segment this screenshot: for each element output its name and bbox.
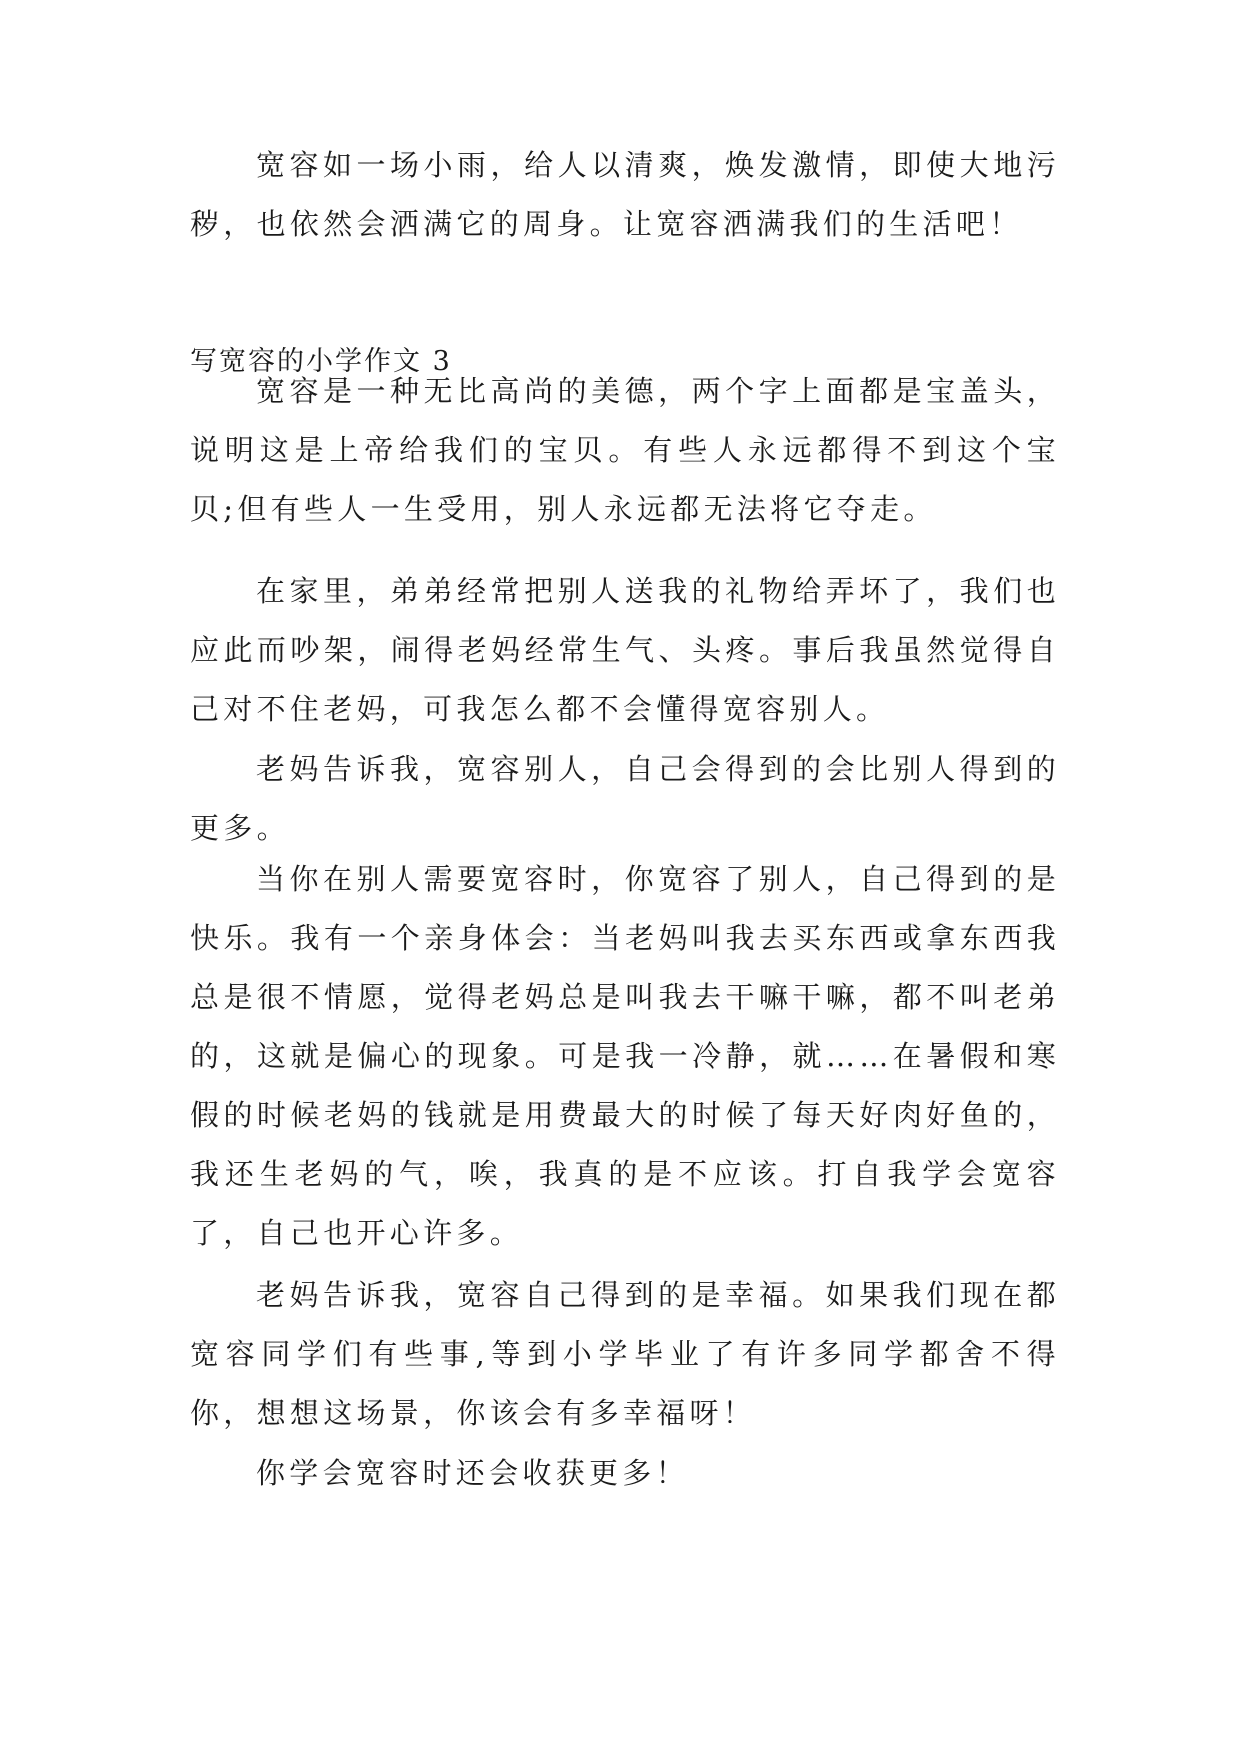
body-paragraph-2: 在家里，弟弟经常把别人送我的礼物给弄坏了，我们也应此而吵架，闹得老妈经常生气、头疼。事后我虽然觉得自己对不住老妈，可我怎么都不会懂得宽容别人。 — [190, 574, 1060, 726]
body-paragraph-3: 老妈告诉我，宽容别人，自己会得到的会比别人得到的更多。 — [190, 752, 1060, 845]
body-paragraph-5: 老妈告诉我，宽容自己得到的是幸福。如果我们现在都宽容同学们有些事,等到小学毕业了有许多同学都舍不得你，想想这场景，你该会有多幸福呀！ — [190, 1278, 1060, 1430]
body-paragraph-4: 当你在别人需要宽容时，你宽容了别人，自己得到的是快乐。我有一个亲身体会：当老妈叫我去买东西或拿东西我总是很不情愿，觉得老妈总是叫我去干嘛干嘛，都不叫老弟的，这就是偏心的现象。可是我一冷静，就……在暑假和寒假的时候老妈的钱就是用费最大的时候了每天好肉好鱼的，我还生老妈的气，唉，我真的是不应该。打自我学会宽容了，自己也开心许多。 — [190, 862, 1060, 1250]
body-paragraph-1: 宽容是一种无比高尚的美德，两个字上面都是宝盖头，说明这是上帝给我们的宝贝。有些人永远都得不到这个宝贝;但有些人一生受用，别人永远都无法将它夺走。 — [190, 374, 1060, 526]
body-paragraph-6: 你学会宽容时还会收获更多！ — [256, 1456, 689, 1490]
section-title: 写宽容的小学作文 3 — [190, 346, 452, 377]
intro-paragraph: 宽容如一场小雨，给人以清爽，焕发激情，即使大地污秽，也依然会洒满它的周身。让宽容洒满我们的生活吧！ — [190, 148, 1060, 241]
